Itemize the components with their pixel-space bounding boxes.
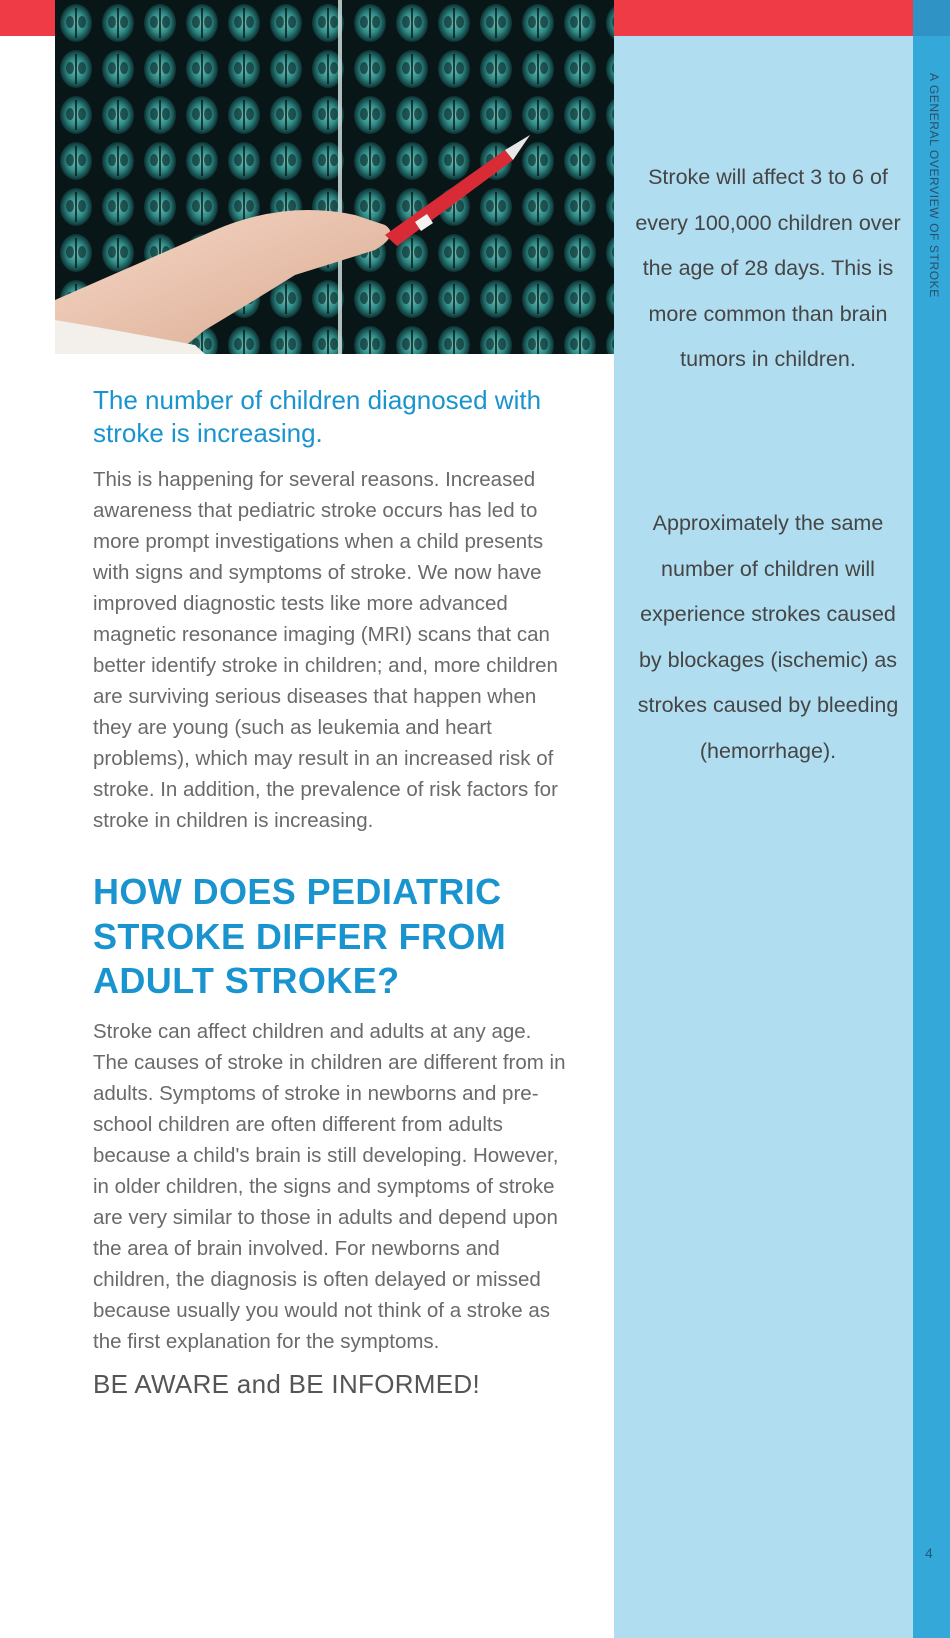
callout-stroke-types: Approximately the same number of children will experience strokes caused by blockages (ischemic) as strokes caused by bleeding (hemorrhage). bbox=[637, 511, 899, 763]
page-number: 4 bbox=[925, 1545, 933, 1561]
section-label: A GENERAL OVERVIEW OF STROKE bbox=[927, 73, 941, 298]
paragraph-pediatric-vs-adult: Stroke can affect children and adults at any age. The causes of stroke in children are different from in adults. Symptoms of stroke in newborns and pre-school children are often different from adults because a child's brain is still developing. However, in older children, the signs and symptoms of stroke are very similar to those in adults and depend upon the area of brain involved. For newborns and children, the diagnosis is often delayed or missed because usually you would not think of a stroke as the first explanation for the symptoms. bbox=[93, 1019, 566, 1353]
side-strip-top bbox=[913, 0, 950, 36]
mri-photo bbox=[55, 0, 614, 354]
paragraph-increasing-stroke: This is happening for several reasons. Increased awareness that pediatric stroke occurs has led to more prompt investigations when a child presents with signs and symptoms of stroke. We now have improved diagnostic tests like more advanced magnetic resonance imaging (MRI) scans that can better identify stroke in children; and, more children are surviving serious diseases that happen when they are young (such as leukemia and heart problems), which may result in an increased risk of stroke. In addition, the prevalence of risk factors for stroke in children is increasing. bbox=[93, 468, 558, 832]
section-heading: HOW DOES PEDIATRIC STROKE DIFFER FROM ADULT STROKE? bbox=[93, 871, 507, 1001]
closing-tagline: BE AWARE and BE INFORMED! bbox=[93, 1368, 481, 1399]
main-column bbox=[93, 384, 571, 1400]
callout-statistic: Stroke will affect 3 to 6 of every 100,000 children over the age of 28 days. This is more common than brain tumors in children. bbox=[635, 165, 901, 372]
section-subheading: The number of children diagnosed with stroke is increasing. bbox=[93, 385, 542, 448]
